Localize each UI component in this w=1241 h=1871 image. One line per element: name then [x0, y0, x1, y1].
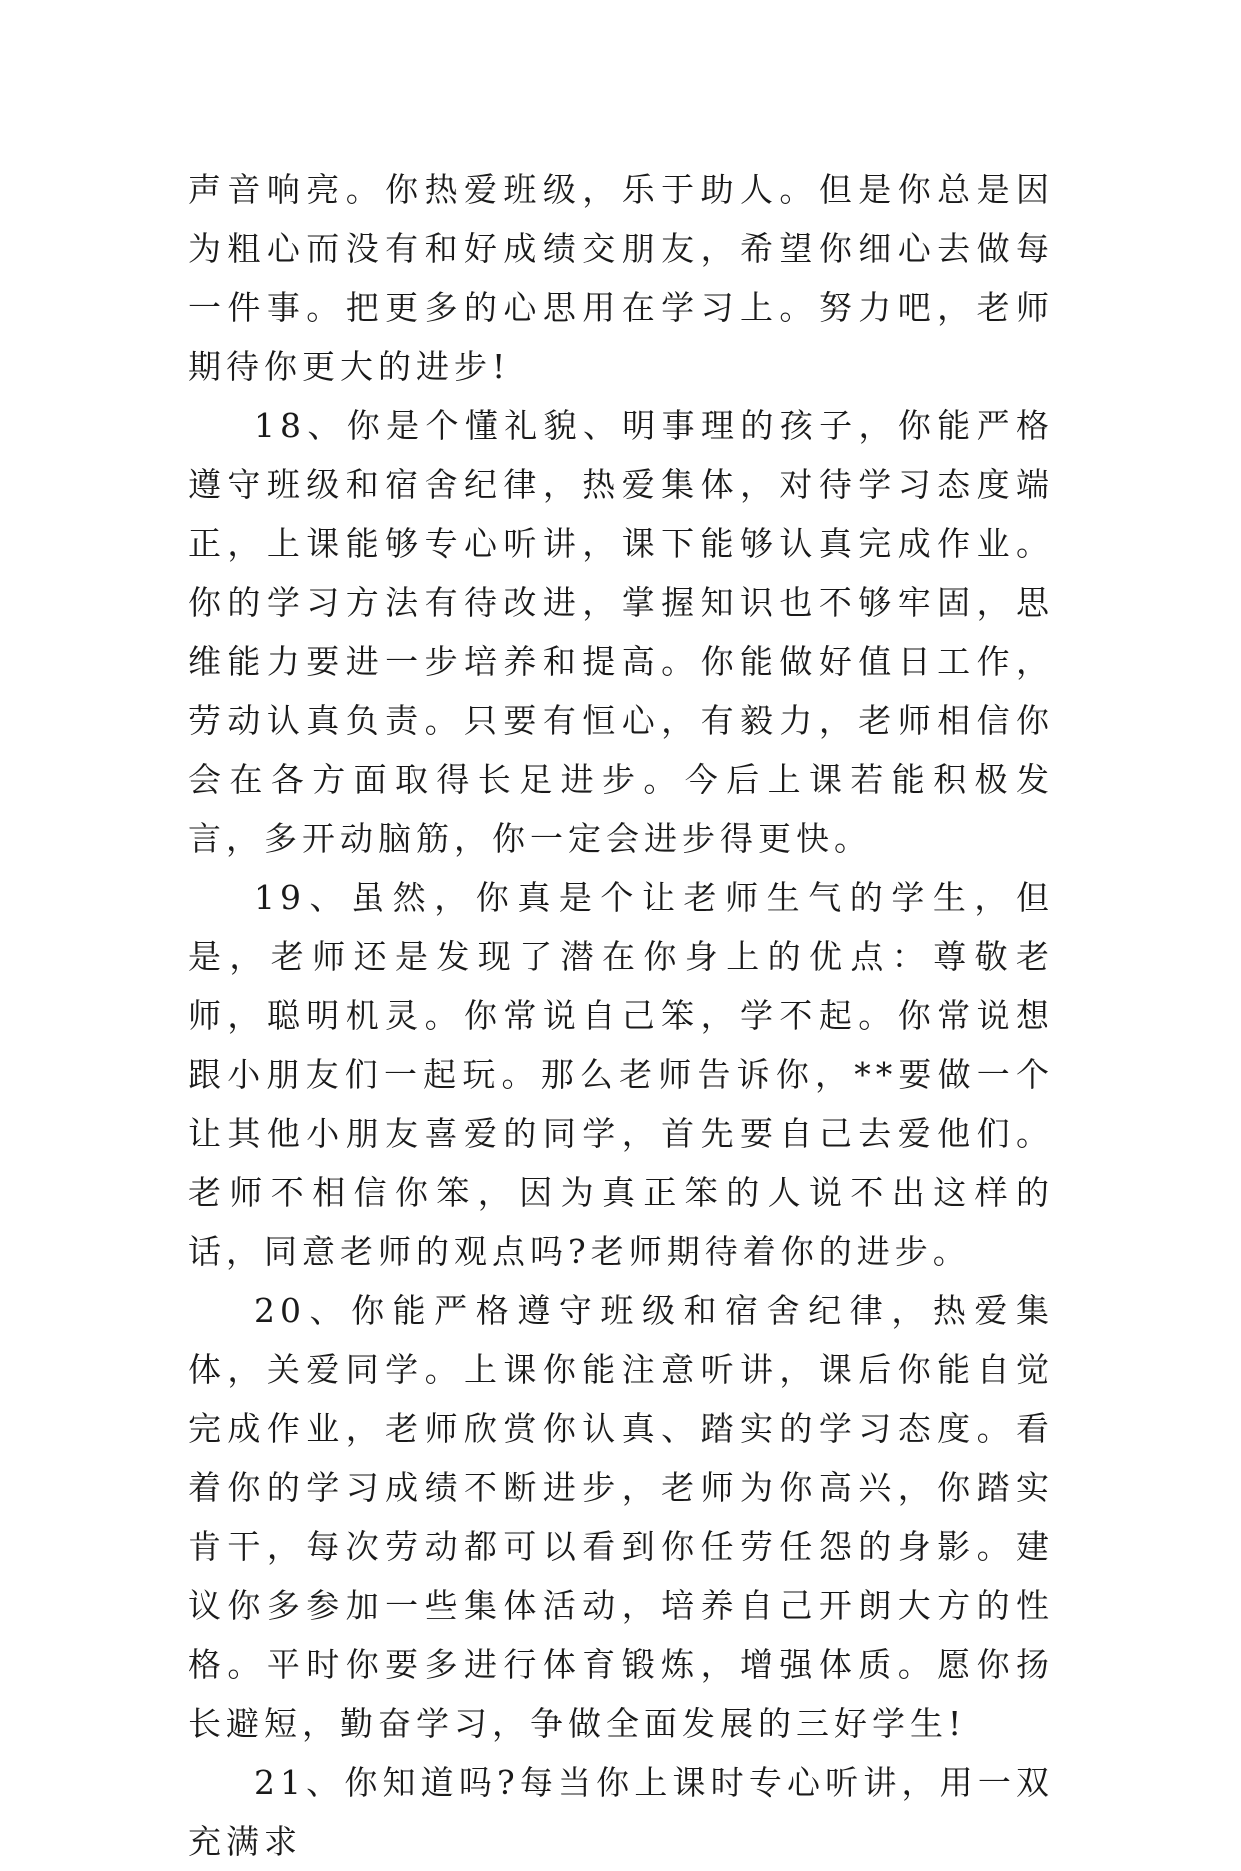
- paragraph-21: 21、你知道吗?每当你上课时专心听讲，用一双充满求: [188, 1763, 1054, 1861]
- paragraph-continuation: 声音响亮。你热爱班级，乐于助人。但是你总是因为粗心而没有和好成绩交朋友，希望你细心去做每一件事。把更多的心思用在学习上。努力吧，老师期待你更大的进步!: [188, 170, 1054, 386]
- paragraph-20: 20、你能严格遵守班级和宿舍纪律，热爱集体，关爱同学。上课你能注意听讲，课后你能自觉完成作业，老师欣赏你认真、踏实的学习态度。看着你的学习成绩不断进步，老师为你高兴，你踏实肯干，每次劳动都可以看到你任劳任怨的身影。建议你多参加一些集体活动，培养自己开朗大方的性格。平时你要多进行体育锻炼，增强体质。愿你扬长避短，勤奋学习，争做全面发展的三好学生!: [188, 1291, 1054, 1743]
- document-body: [188, 160, 1054, 1871]
- paragraph-19: 19、虽然，你真是个让老师生气的学生，但是，老师还是发现了潜在你身上的优点：尊敬老师，聪明机灵。你常说自己笨，学不起。你常说想跟小朋友们一起玩。那么老师告诉你，**要做一个让其他小朋友喜爱的同学，首先要自己去爱他们。老师不相信你笨，因为真正笨的人说不出这样的话，同意老师的观点吗?老师期待着你的进步。: [188, 878, 1054, 1271]
- paragraph-18: 18、你是个懂礼貌、明事理的孩子，你能严格遵守班级和宿舍纪律，热爱集体，对待学习态度端正，上课能够专心听讲，课下能够认真完成作业。你的学习方法有待改进，掌握知识也不够牢固，思维能力要进一步培养和提高。你能做好值日工作，劳动认真负责。只要有恒心，有毅力，老师相信你会在各方面取得长足进步。今后上课若能积极发言，多开动脑筋，你一定会进步得更快。: [188, 406, 1054, 858]
